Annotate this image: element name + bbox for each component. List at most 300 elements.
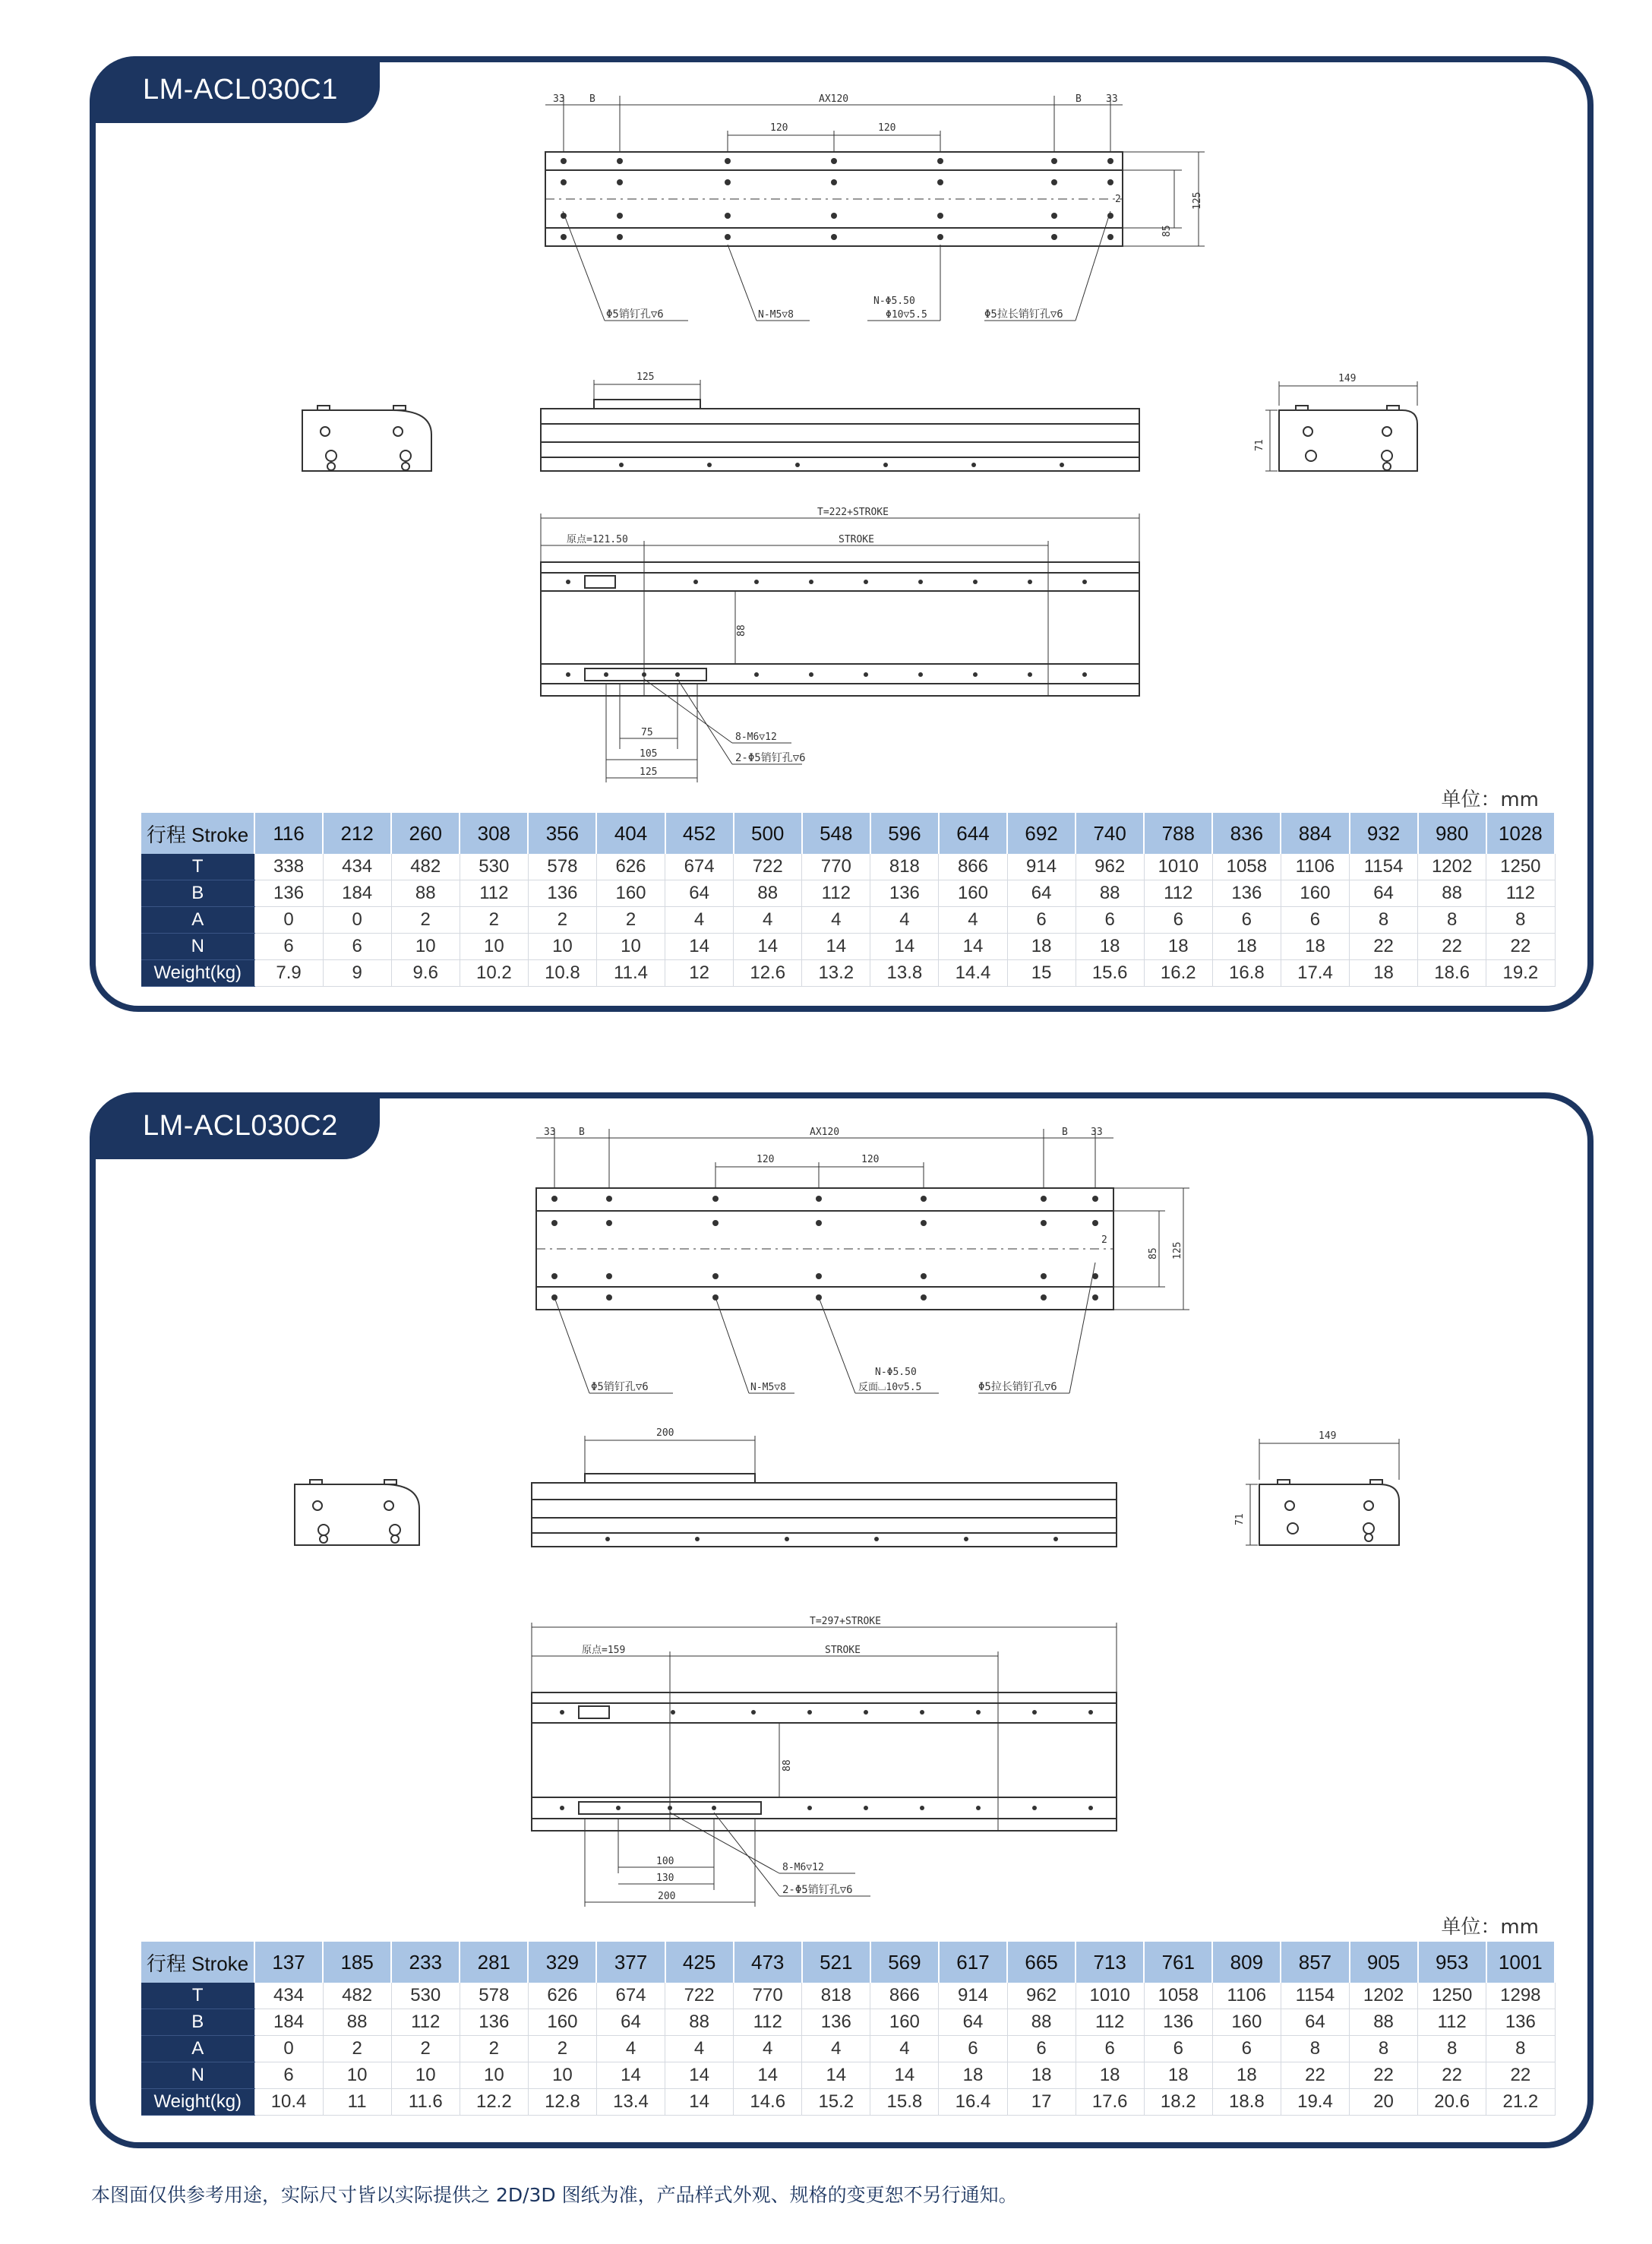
spec-cell: 18 [1212, 2062, 1281, 2089]
spec-cell: 1298 [1486, 1983, 1555, 2009]
spec-row-label: B [141, 2009, 254, 2036]
spec-cell: 6 [1076, 907, 1144, 934]
spec-cell: 11.6 [391, 2089, 460, 2116]
stroke-value: 788 [1144, 813, 1212, 854]
callout-m5: N-M5▽8 [758, 309, 794, 321]
spec-cell: 22 [1350, 934, 1418, 960]
spec-cell: 88 [1007, 2009, 1076, 2036]
spec-cell: 4 [665, 907, 734, 934]
spec-cell: 88 [391, 880, 460, 907]
spec-cell: 8 [1486, 2036, 1555, 2062]
stroke-value: 569 [870, 1942, 939, 1983]
stroke-value: 692 [1007, 813, 1076, 854]
stroke-header-label: 行程 Stroke [141, 1942, 254, 1983]
stroke-value: 836 [1212, 813, 1281, 854]
spec-cell: 160 [1212, 2009, 1281, 2036]
spec-cell: 6 [323, 934, 391, 960]
spec-cell: 88 [1350, 2009, 1418, 2036]
spec-cell: 11.4 [596, 960, 665, 987]
spec-cell: 14 [665, 2089, 734, 2116]
stroke-value: 617 [939, 1942, 1007, 1983]
stroke-value: 809 [1212, 1942, 1281, 1983]
spec-cell: 770 [802, 854, 870, 880]
spec-cell: 6 [1212, 907, 1281, 934]
spec-row-label: B [141, 880, 254, 907]
spec-cell: 1154 [1350, 854, 1418, 880]
spec-cell: 914 [939, 1983, 1007, 2009]
spec-cell: 9.6 [391, 960, 460, 987]
callout-slot-hole: Φ5拉长销钉孔▽6 [984, 308, 1063, 321]
end-view-right [1246, 1439, 1399, 1545]
stroke-value: 1001 [1486, 1942, 1555, 1983]
spec-cell: 136 [254, 880, 323, 907]
spec-cell: 818 [802, 1983, 870, 2009]
stroke-header-row [141, 1942, 1555, 1983]
dim-total-length: T=222+STROKE [817, 507, 889, 518]
stroke-value: 281 [460, 1942, 528, 1983]
spec-cell: 17.4 [1281, 960, 1349, 987]
stroke-value: 740 [1076, 813, 1144, 854]
callout-slot-hole: Φ5拉长销钉孔▽6 [978, 1381, 1057, 1393]
spec-cell: 8 [1350, 907, 1418, 934]
spec-cell: 10 [391, 2062, 460, 2089]
stroke-header-label: 行程 Stroke [141, 813, 254, 854]
spec-row [141, 2009, 1555, 2036]
spec-cell: 16.8 [1212, 960, 1281, 987]
spec-cell: 136 [870, 880, 939, 907]
dim-33-right: 33 [1091, 1127, 1103, 1138]
stroke-value: 761 [1144, 1942, 1212, 1983]
spec-row [141, 2036, 1555, 2062]
spec-row [141, 2062, 1555, 2089]
spec-cell: 8 [1350, 2036, 1418, 2062]
dim-b-right: B [1062, 1127, 1068, 1138]
spec-row-label: A [141, 2036, 254, 2062]
spec-cell: 21.2 [1486, 2089, 1555, 2116]
spec-row-label: T [141, 854, 254, 880]
dim-origin: 原点=159 [582, 1645, 626, 1656]
spec-cell: 112 [802, 880, 870, 907]
dim-125-bottom: 125 [640, 766, 658, 778]
spec-cell: 2 [596, 907, 665, 934]
spec-table [141, 1942, 1556, 2116]
callout-n-phi: N-Φ5.50 [873, 296, 915, 307]
stroke-value: 884 [1281, 813, 1349, 854]
spec-cell: 88 [665, 2009, 734, 2036]
stroke-value: 404 [596, 813, 665, 854]
callout-pin-hole: Φ5销钉孔▽6 [606, 308, 664, 321]
spec-cell: 88 [1076, 880, 1144, 907]
spec-cell: 962 [1076, 854, 1144, 880]
dim-75: 75 [641, 727, 653, 738]
spec-cell: 6 [254, 934, 323, 960]
dim-125: 125 [1172, 1241, 1183, 1259]
spec-cell: 14 [596, 2062, 665, 2089]
spec-cell: 10 [596, 934, 665, 960]
spec-cell: 14 [802, 2062, 870, 2089]
stroke-value: 857 [1281, 1942, 1349, 1983]
spec-cell: 8 [1281, 2036, 1349, 2062]
spec-cell: 14 [734, 934, 802, 960]
spec-cell: 434 [254, 1983, 323, 2009]
spec-cell: 8 [1486, 907, 1555, 934]
spec-cell: 112 [1418, 2009, 1486, 2036]
stroke-value: 425 [665, 1942, 734, 1983]
spec-cell: 914 [1007, 854, 1076, 880]
spec-cell: 15.8 [870, 2089, 939, 2116]
spec-cell: 4 [802, 2036, 870, 2062]
dim-b-right: B [1076, 93, 1082, 105]
bottom-view [532, 1623, 1117, 1907]
spec-row [141, 854, 1555, 880]
stroke-value: 185 [323, 1942, 391, 1983]
stroke-value: 233 [391, 1942, 460, 1983]
callout-pin-hole-2: 2-Φ5销钉孔▽6 [782, 1884, 853, 1896]
top-view [536, 1129, 1189, 1393]
spec-row-label: Weight(kg) [141, 960, 254, 987]
spec-cell: 19.2 [1486, 960, 1555, 987]
spec-cell: 14 [665, 934, 734, 960]
spec-cell: 1154 [1281, 1983, 1349, 2009]
spec-cell: 530 [391, 1983, 460, 2009]
spec-cell: 12.2 [460, 2089, 528, 2116]
spec-cell: 530 [460, 854, 528, 880]
spec-cell: 14 [665, 2062, 734, 2089]
spec-cell: 10.8 [528, 960, 596, 987]
spec-cell: 14 [870, 2062, 939, 2089]
dim-width-149: 149 [1338, 373, 1357, 384]
stroke-value: 137 [254, 1942, 323, 1983]
dim-height-71: 71 [1234, 1513, 1246, 1525]
end-view-left [295, 1480, 419, 1545]
dim-130: 130 [656, 1873, 674, 1884]
dim-85: 85 [1148, 1247, 1159, 1259]
technical-drawing [96, 1098, 1600, 1904]
spec-cell: 22 [1281, 2062, 1349, 2089]
spec-cell: 1058 [1212, 854, 1281, 880]
spec-row [141, 934, 1555, 960]
spec-cell: 12.6 [734, 960, 802, 987]
spec-cell: 6 [939, 2036, 1007, 2062]
stroke-value: 116 [254, 813, 323, 854]
dim-stroke: STROKE [825, 1645, 861, 1656]
spec-cell: 2 [391, 2036, 460, 2062]
spec-cell: 112 [460, 880, 528, 907]
spec-cell: 64 [939, 2009, 1007, 2036]
dim-ax120: AX120 [810, 1127, 840, 1138]
spec-cell: 578 [528, 854, 596, 880]
spec-row-label: A [141, 907, 254, 934]
model-panel-c1 [90, 56, 1594, 1012]
spec-cell: 962 [1007, 1983, 1076, 2009]
stroke-value: 644 [939, 813, 1007, 854]
callout-n-phi: N-Φ5.50 [875, 1367, 917, 1378]
spec-row [141, 2089, 1555, 2116]
spec-row-label: T [141, 1983, 254, 2009]
spec-cell: 10 [323, 2062, 391, 2089]
spec-cell: 10 [391, 934, 460, 960]
footer-disclaimer: 本图面仅供参考用途，实际尺寸皆以实际提供之 2D/3D 图纸为准，产品样式外观、规格的变更恕不另行通知。 [91, 2184, 1018, 2206]
spec-cell: 88 [734, 880, 802, 907]
stroke-value: 521 [802, 1942, 870, 1983]
spec-cell: 136 [528, 880, 596, 907]
spec-cell: 866 [870, 1983, 939, 2009]
spec-cell: 136 [1144, 2009, 1212, 2036]
stroke-value: 473 [734, 1942, 802, 1983]
spec-cell: 88 [323, 2009, 391, 2036]
stroke-header-row [141, 813, 1555, 854]
spec-cell: 13.2 [802, 960, 870, 987]
top-view [545, 96, 1205, 321]
dim-125: 125 [1192, 191, 1203, 210]
callout-counterbore: 反面⌴10▽5.5 [858, 1382, 922, 1393]
callout-counterbore: Φ10▽5.5 [886, 309, 927, 321]
dim-33-left: 33 [544, 1127, 556, 1138]
spec-cell: 818 [870, 854, 939, 880]
spec-cell: 1010 [1076, 1983, 1144, 2009]
spec-cell: 6 [1007, 907, 1076, 934]
spec-cell: 18 [939, 2062, 1007, 2089]
stroke-value: 260 [391, 813, 460, 854]
spec-cell: 17.6 [1076, 2089, 1144, 2116]
spec-cell: 18 [1144, 2062, 1212, 2089]
spec-cell: 626 [528, 1983, 596, 2009]
dim-33-left: 33 [553, 93, 565, 105]
model-title: LM-ACL030C1 [90, 56, 380, 123]
spec-cell: 6 [254, 2062, 323, 2089]
spec-cell: 4 [802, 907, 870, 934]
callout-m6: 8-M6▽12 [735, 732, 777, 743]
spec-cell: 22 [1486, 934, 1555, 960]
dim-stroke: STROKE [839, 534, 874, 545]
model-title: LM-ACL030C2 [90, 1092, 380, 1159]
model-panel-c2 [90, 1092, 1594, 2148]
spec-cell: 16.4 [939, 2089, 1007, 2116]
dim-2: 2 [1115, 194, 1121, 205]
spec-cell: 674 [596, 1983, 665, 2009]
spec-cell: 8 [1418, 907, 1486, 934]
technical-drawing [96, 62, 1600, 776]
spec-cell: 16.2 [1144, 960, 1212, 987]
stroke-value: 212 [323, 813, 391, 854]
spec-cell: 17 [1007, 2089, 1076, 2116]
spec-cell: 770 [734, 1983, 802, 2009]
callout-pin-hole: Φ5销钉孔▽6 [591, 1381, 649, 1393]
stroke-value: 452 [665, 813, 734, 854]
spec-cell: 6 [1144, 907, 1212, 934]
spec-cell: 22 [1350, 2062, 1418, 2089]
spec-cell: 578 [460, 1983, 528, 2009]
spec-row [141, 960, 1555, 987]
spec-cell: 136 [1212, 880, 1281, 907]
dim-120-a: 120 [770, 122, 788, 134]
spec-cell: 13.8 [870, 960, 939, 987]
spec-cell: 482 [391, 854, 460, 880]
stroke-value: 329 [528, 1942, 596, 1983]
spec-cell: 1202 [1350, 1983, 1418, 2009]
spec-cell: 0 [254, 907, 323, 934]
side-view [532, 1436, 1117, 1547]
callout-m5: N-M5▽8 [750, 1382, 786, 1393]
spec-cell: 18 [1212, 934, 1281, 960]
spec-cell: 1106 [1212, 1983, 1281, 2009]
spec-row-label: Weight(kg) [141, 2089, 254, 2116]
spec-row [141, 1983, 1555, 2009]
spec-cell: 160 [939, 880, 1007, 907]
spec-cell: 14.6 [734, 2089, 802, 2116]
spec-cell: 19.4 [1281, 2089, 1349, 2116]
spec-cell: 1106 [1281, 854, 1349, 880]
callout-m6: 8-M6▽12 [782, 1862, 824, 1873]
spec-cell: 18 [1076, 2062, 1144, 2089]
spec-cell: 10.2 [460, 960, 528, 987]
spec-cell: 14 [802, 934, 870, 960]
spec-cell: 64 [1007, 880, 1076, 907]
dim-b-left: B [589, 93, 595, 105]
spec-cell: 10 [528, 2062, 596, 2089]
side-view [541, 380, 1139, 471]
spec-cell: 722 [734, 854, 802, 880]
spec-cell: 136 [460, 2009, 528, 2036]
spec-cell: 64 [596, 2009, 665, 2036]
spec-cell: 20.6 [1418, 2089, 1486, 2116]
spec-cell: 88 [1418, 880, 1486, 907]
spec-cell: 6 [1212, 2036, 1281, 2062]
unit-label: 单位：mm [1441, 1916, 1539, 1939]
spec-cell: 22 [1486, 2062, 1555, 2089]
spec-cell: 13.4 [596, 2089, 665, 2116]
spec-cell: 64 [1350, 880, 1418, 907]
spec-cell: 6 [1281, 907, 1349, 934]
stroke-value: 377 [596, 1942, 665, 1983]
spec-cell: 2 [528, 2036, 596, 2062]
dim-width-149: 149 [1319, 1430, 1337, 1442]
spec-cell: 64 [1281, 2009, 1349, 2036]
spec-cell: 112 [1076, 2009, 1144, 2036]
spec-cell: 112 [391, 2009, 460, 2036]
spec-cell: 2 [460, 907, 528, 934]
spec-cell: 112 [1486, 880, 1555, 907]
spec-row-label: N [141, 2062, 254, 2089]
spec-cell: 4 [870, 2036, 939, 2062]
dim-33-right: 33 [1106, 93, 1118, 105]
spec-cell: 338 [254, 854, 323, 880]
spec-body [141, 1983, 1555, 2116]
callout-pin-hole-2: 2-Φ5销钉孔▽6 [735, 752, 806, 764]
spec-cell: 0 [323, 907, 391, 934]
spec-cell: 1202 [1418, 854, 1486, 880]
spec-cell: 4 [596, 2036, 665, 2062]
spec-cell: 14 [939, 934, 1007, 960]
dim-105: 105 [640, 748, 658, 760]
spec-cell: 1250 [1486, 854, 1555, 880]
spec-cell: 10 [460, 934, 528, 960]
dim-total-length: T=297+STROKE [810, 1616, 881, 1627]
spec-cell: 674 [665, 854, 734, 880]
spec-cell: 9 [323, 960, 391, 987]
stroke-value: 356 [528, 813, 596, 854]
spec-cell: 2 [391, 907, 460, 934]
dim-carriage-length: 125 [636, 371, 655, 383]
stroke-value: 665 [1007, 1942, 1076, 1983]
spec-cell: 15 [1007, 960, 1076, 987]
spec-cell: 2 [323, 2036, 391, 2062]
stroke-value: 596 [870, 813, 939, 854]
unit-label: 单位：mm [1441, 789, 1539, 811]
spec-cell: 6 [1076, 2036, 1144, 2062]
spec-cell: 4 [734, 2036, 802, 2062]
spec-cell: 1010 [1144, 854, 1212, 880]
spec-cell: 18 [1007, 2062, 1076, 2089]
end-view-right [1265, 381, 1417, 471]
stroke-value: 905 [1350, 1942, 1418, 1983]
spec-cell: 160 [528, 2009, 596, 2036]
end-view-left [302, 406, 431, 471]
spec-cell: 136 [802, 2009, 870, 2036]
spec-cell: 18 [1350, 960, 1418, 987]
spec-cell: 18.8 [1212, 2089, 1281, 2116]
dim-120-b: 120 [878, 122, 896, 134]
spec-cell: 184 [323, 880, 391, 907]
spec-cell: 1058 [1144, 1983, 1212, 2009]
spec-cell: 160 [870, 2009, 939, 2036]
stroke-value: 713 [1076, 1942, 1144, 1983]
spec-cell: 6 [1007, 2036, 1076, 2062]
spec-cell: 184 [254, 2009, 323, 2036]
dim-b-left: B [579, 1127, 585, 1138]
spec-cell: 64 [665, 880, 734, 907]
spec-cell: 160 [596, 880, 665, 907]
spec-cell: 434 [323, 854, 391, 880]
spec-cell: 18 [1144, 934, 1212, 960]
stroke-value: 1028 [1486, 813, 1555, 854]
spec-cell: 6 [1144, 2036, 1212, 2062]
spec-cell: 1250 [1418, 1983, 1486, 2009]
dim-height-71: 71 [1254, 439, 1265, 451]
dim-88: 88 [782, 1759, 793, 1771]
spec-table [141, 813, 1556, 987]
spec-cell: 18.2 [1144, 2089, 1212, 2116]
spec-cell: 136 [1486, 2009, 1555, 2036]
spec-cell: 12.8 [528, 2089, 596, 2116]
spec-cell: 7.9 [254, 960, 323, 987]
spec-cell: 12 [665, 960, 734, 987]
stroke-value: 548 [802, 813, 870, 854]
spec-cell: 14.4 [939, 960, 1007, 987]
spec-row [141, 907, 1555, 934]
dim-origin: 原点=121.50 [567, 534, 628, 545]
stroke-value: 953 [1418, 1942, 1486, 1983]
dim-120-b: 120 [861, 1154, 880, 1165]
spec-cell: 22 [1418, 2062, 1486, 2089]
dim-85: 85 [1161, 225, 1173, 237]
spec-cell: 112 [1144, 880, 1212, 907]
dim-88: 88 [736, 624, 747, 637]
dim-carriage-length: 200 [656, 1427, 674, 1439]
spec-cell: 2 [460, 2036, 528, 2062]
spec-cell: 10 [460, 2062, 528, 2089]
spec-cell: 10.4 [254, 2089, 323, 2116]
spec-cell: 10 [528, 934, 596, 960]
spec-cell: 4 [734, 907, 802, 934]
spec-cell: 4 [870, 907, 939, 934]
spec-cell: 14 [870, 934, 939, 960]
stroke-value: 932 [1350, 813, 1418, 854]
stroke-value: 308 [460, 813, 528, 854]
dim-100: 100 [656, 1856, 674, 1867]
spec-cell: 11 [323, 2089, 391, 2116]
spec-cell: 22 [1418, 934, 1486, 960]
